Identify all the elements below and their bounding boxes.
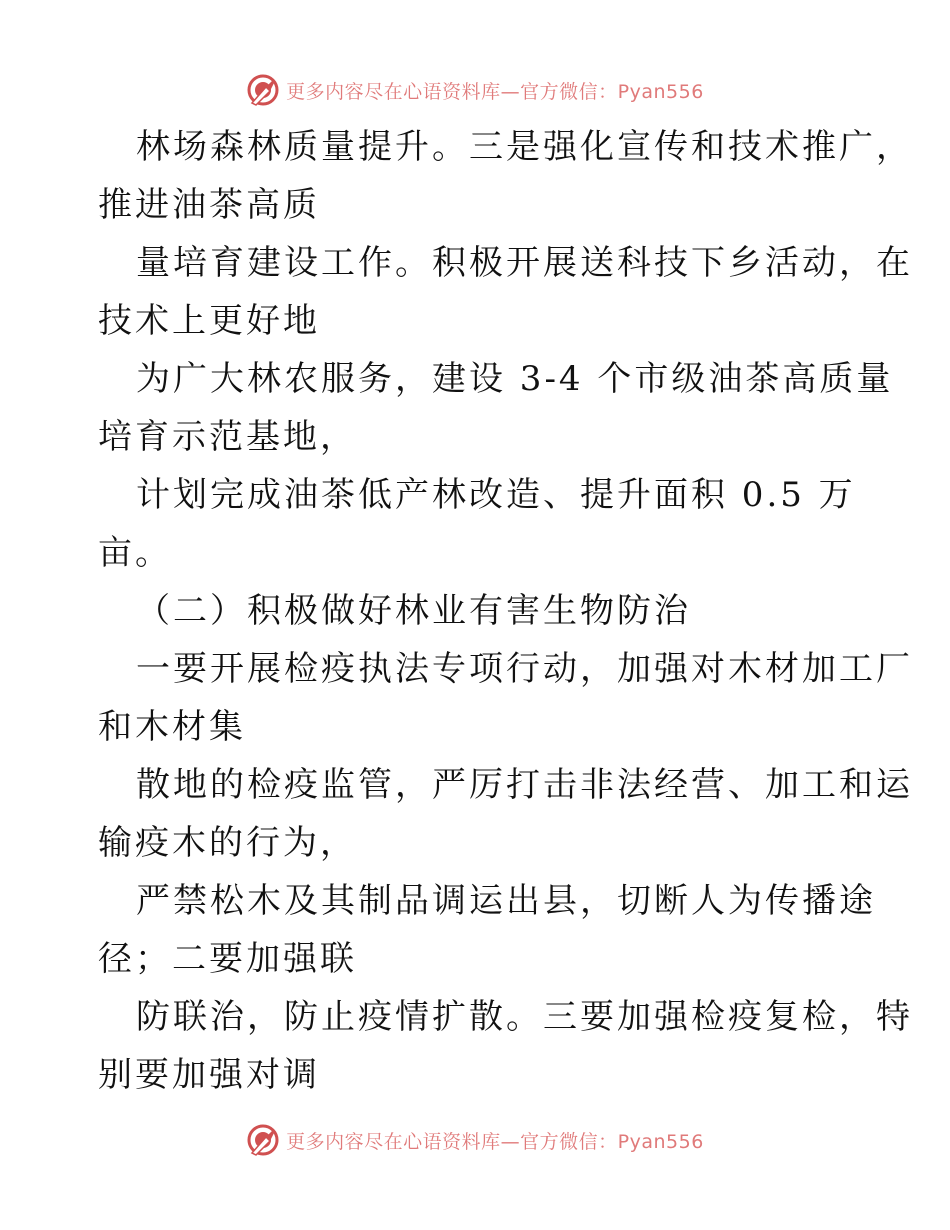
paragraph-line: 别要加强对调	[98, 1055, 320, 1095]
paragraph-line: 培育示范基地，	[98, 417, 357, 457]
paragraph-line: 散地的检疫监管，严厉打击非法经营、加工和运	[136, 765, 913, 805]
paragraph-line: 输疫木的行为，	[98, 823, 357, 863]
paragraph-line: 亩。	[98, 533, 172, 573]
pen-logo-icon	[246, 73, 280, 107]
footer-watermark	[0, 1120, 950, 1160]
paragraph-line: 推进油茶高质	[98, 185, 320, 225]
paragraph	[98, 350, 894, 466]
paragraph	[98, 988, 913, 1104]
paragraph-line: 严禁松木及其制品调运出县，切断人为传播途	[136, 881, 876, 921]
paragraph-line: 为广大林农服务，建设 3-4 个市级油茶高质量	[136, 359, 894, 399]
paragraph-line: 林场森林质量提升。三是强化宣传和技术推广，	[136, 127, 913, 167]
paragraph-line: 径；二要加强联	[98, 939, 357, 979]
watermark-text: 更多内容尽在心语资料库—官方微信：Pyan556	[286, 80, 704, 103]
paragraph-line: 防联治，防止疫情扩散。三要加强检疫复检，特	[136, 997, 913, 1037]
paragraph	[98, 466, 858, 582]
section-heading: （二）积极做好林业有害生物防治	[136, 591, 691, 631]
pen-logo-icon	[246, 1123, 280, 1157]
watermark-text: 更多内容尽在心语资料库—官方微信：Pyan556	[286, 1130, 704, 1153]
document-body	[98, 118, 913, 1104]
paragraph	[98, 872, 876, 988]
paragraph-line: 量培育建设工作。积极开展送科技下乡活动，在	[136, 243, 913, 283]
paragraph-line: 一要开展检疫执法专项行动，加强对木材加工厂	[136, 649, 913, 689]
paragraph	[98, 640, 913, 756]
header-watermark	[0, 70, 950, 110]
paragraph-line: 技术上更好地	[98, 301, 320, 341]
paragraph	[98, 234, 913, 350]
paragraph	[98, 756, 913, 872]
paragraph-line: 计划完成油茶低产林改造、提升面积 0.5 万	[136, 475, 856, 515]
paragraph	[98, 118, 913, 234]
paragraph-line: 和木材集	[98, 707, 246, 747]
